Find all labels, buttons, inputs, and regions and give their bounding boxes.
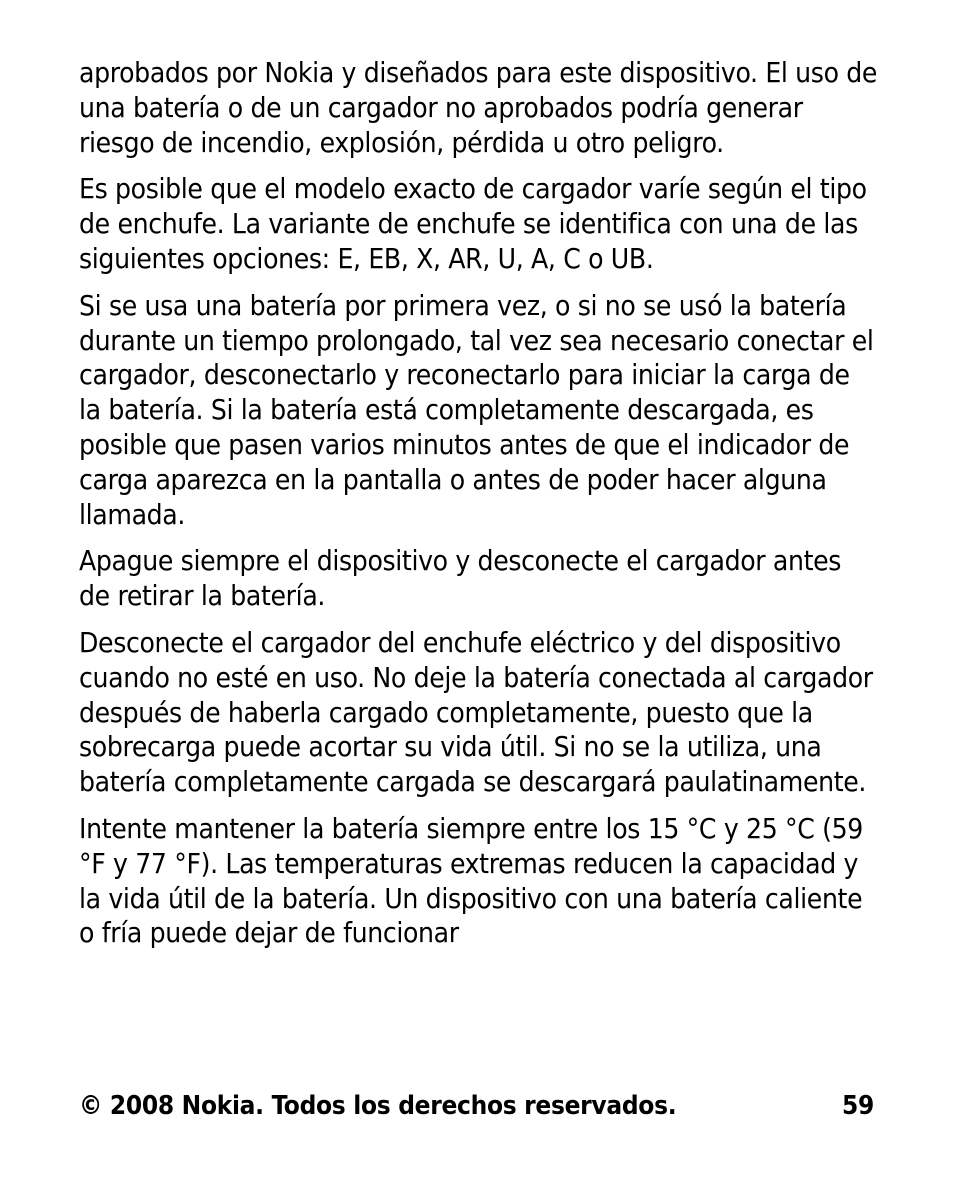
paragraph-remove-battery: Apague siempre el dispositivo y desconecte el cargador antes de retirar la batería. <box>79 544 842 613</box>
paragraph-first-charge: Si se usa una batería por primera vez, o si no se usó la batería durante un tiempo prolongado, tal vez sea necesario conectar el cargador, desconectarlo y reconectarlo para iniciar la carga de la batería. Si la batería está completamente descargada, es posible que pasen varios minutos antes de que el indicador de carga aparezca en la pantalla o antes de poder hacer alguna llamada. <box>79 288 874 531</box>
paragraph-approved-chargers: aprobados por Nokia y diseñados para este dispositivo. El uso de una batería o de un cargador no aprobados podría generar riesgo de incendio, explosión, pérdida u otro peligro. <box>79 56 878 159</box>
paragraph-disconnect-charger: Desconecte el cargador del enchufe eléctrico y del dispositivo cuando no esté en uso. No deje la batería conectada al cargador después de haberla cargado completamente, puesto que la sobrecarga puede acortar su vida útil. Si no se la utiliza, una batería completamente cargada se descargará paulatinamente. <box>79 625 873 799</box>
paragraph-plug-variants: Es posible que el modelo exacto de cargador varíe según el tipo de enchufe. La variante de enchufe se identifica con una de las siguientes opciones: E, EB, X, AR, U, A, C o UB. <box>79 172 867 275</box>
copyright-text: © 2008 Nokia. Todos los derechos reservados. <box>79 1091 677 1121</box>
page-footer <box>79 1088 874 1124</box>
paragraph-battery-temperature: Intente mantener la batería siempre entre los 15 °C y 25 °C (59 °F y 77 °F). Las temperaturas extremas reducen la capacidad y la vida útil de la batería. Un dispositivo con una batería caliente o fría puede dejar de funcionar <box>79 811 863 950</box>
page-number: 59 <box>842 1091 874 1121</box>
document-body <box>79 56 879 963</box>
